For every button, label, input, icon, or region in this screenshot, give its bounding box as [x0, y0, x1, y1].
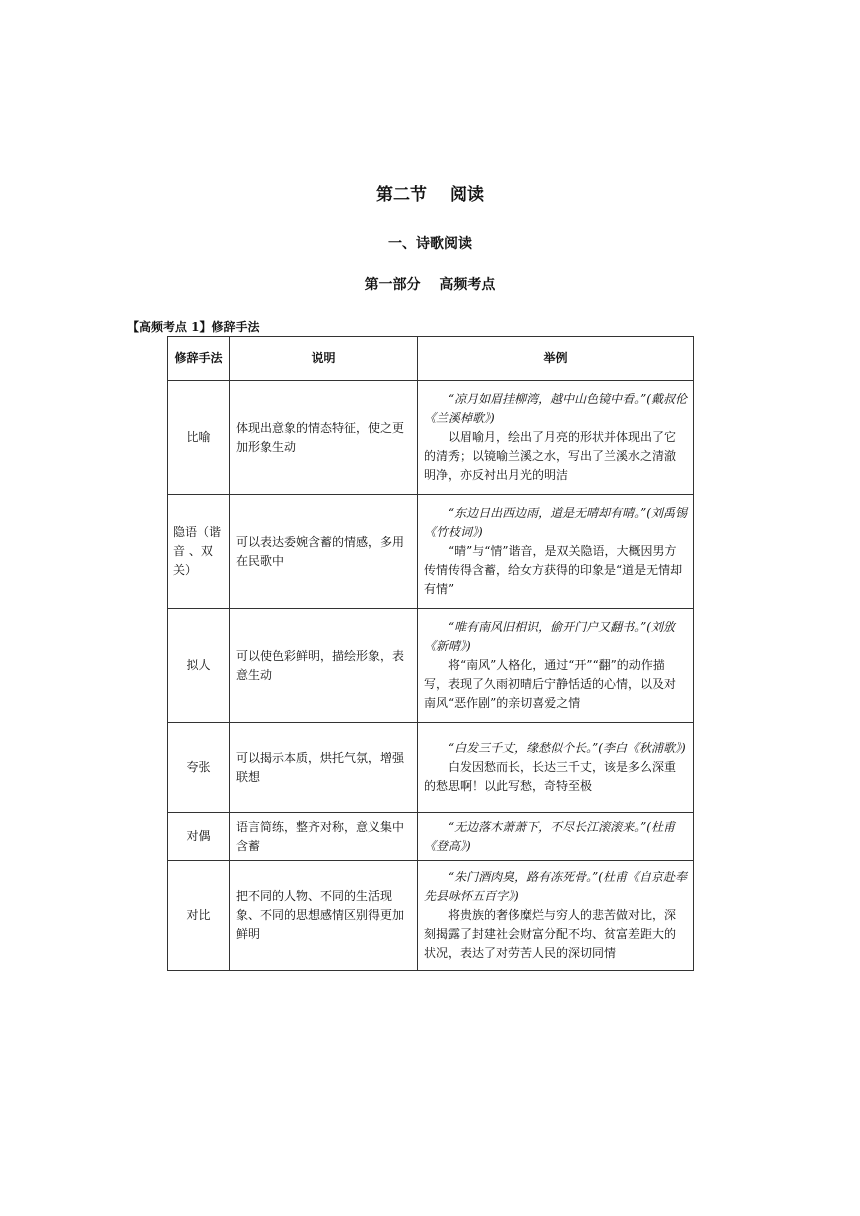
device-name: 拟人: [168, 609, 230, 723]
example-quote: “东边日出西边雨，道是无晴却有晴。”(刘禹锡《竹枝词》): [424, 506, 687, 539]
device-example: [418, 723, 694, 813]
example-analysis: 将贵族的奢侈糜烂与穷人的悲苦做对比，深刻揭露了封建社会财富分配不均、贫富差距大的状况，表达了对劳苦人民的深切同情: [424, 908, 677, 960]
section-title: 第二节 阅读: [376, 185, 484, 205]
table-row: [168, 609, 694, 723]
table-row: [168, 861, 694, 971]
column-header-example: 举例: [418, 337, 694, 381]
device-explanation: 可以揭示本质，烘托气氛，增强联想: [230, 723, 418, 813]
table-row: [168, 723, 694, 813]
device-explanation: 可以表达委婉含蓄的情感，多用在民歌中: [230, 495, 418, 609]
device-name: 对比: [168, 861, 230, 971]
device-explanation: 可以使色彩鲜明，描绘形象，表意生动: [230, 609, 418, 723]
example-quote: “朱门酒肉臭，路有冻死骨。”(杜甫《自京赴奉先县咏怀五百字》): [424, 870, 687, 903]
table-row: [168, 495, 694, 609]
sub-title: 一、诗歌阅读: [388, 236, 472, 252]
device-example: [418, 861, 694, 971]
device-explanation: 把不同的人物、不同的生活现象、不同的思想感情区别得更加鲜明: [230, 861, 418, 971]
device-name: 比喻: [168, 381, 230, 495]
example-quote: “凉月如眉挂柳湾，越中山色镜中看。”(戴叔伦《兰溪棹歌》): [424, 392, 687, 425]
table-row: [168, 381, 694, 495]
device-explanation: 体现出意象的情态特征，使之更加形象生动: [230, 381, 418, 495]
device-name: 夸张: [168, 723, 230, 813]
device-example: [418, 381, 694, 495]
device-name: 隐语（谐音 、双关）: [168, 495, 230, 609]
device-example: [418, 813, 694, 861]
table-row: [168, 813, 694, 861]
device-name: 对偶: [168, 813, 230, 861]
rhetoric-table: [167, 336, 694, 971]
example-analysis: “晴”与“情”谐音，是双关隐语，大概因男方传情传得含蓄，给女方获得的印象是“道是无情却有情”: [424, 544, 683, 596]
table-header-row: [168, 337, 694, 381]
column-header-device: 修辞手法: [168, 337, 230, 381]
example-quote: “白发三千丈，缘愁似个长。”(李白《秋浦歌》): [448, 741, 686, 755]
device-explanation: 语言简练，整齐对称，意义集中含蓄: [230, 813, 418, 861]
part-title: 第一部分 高频考点: [364, 277, 496, 293]
topic-heading: 【高频考点 1】修辞手法: [127, 320, 260, 334]
example-analysis: 将“南风”人格化，通过“开”“翻”的动作描写，表现了久雨初晴后宁静恬适的心情，以及对南风“恶作剧”的亲切喜爱之情: [424, 658, 677, 710]
example-quote: “唯有南风旧相识，偷开门户又翻书。”(刘攽《新晴》): [424, 620, 675, 653]
example-analysis: 白发因愁而长，长达三千丈，该是多么深重的愁思啊！以此写愁，奇特至极: [424, 760, 677, 793]
device-example: [418, 495, 694, 609]
device-example: [418, 609, 694, 723]
example-analysis: 以眉喻月，绘出了月亮的形状并体现出了它的清秀；以镜喻兰溪之水，写出了兰溪水之清澈明净，亦反衬出月光的明洁: [424, 430, 677, 482]
example-quote: “无边落木萧萧下，不尽长江滚滚来。”(杜甫《登高》): [424, 819, 675, 853]
column-header-explanation: 说明: [230, 337, 418, 381]
